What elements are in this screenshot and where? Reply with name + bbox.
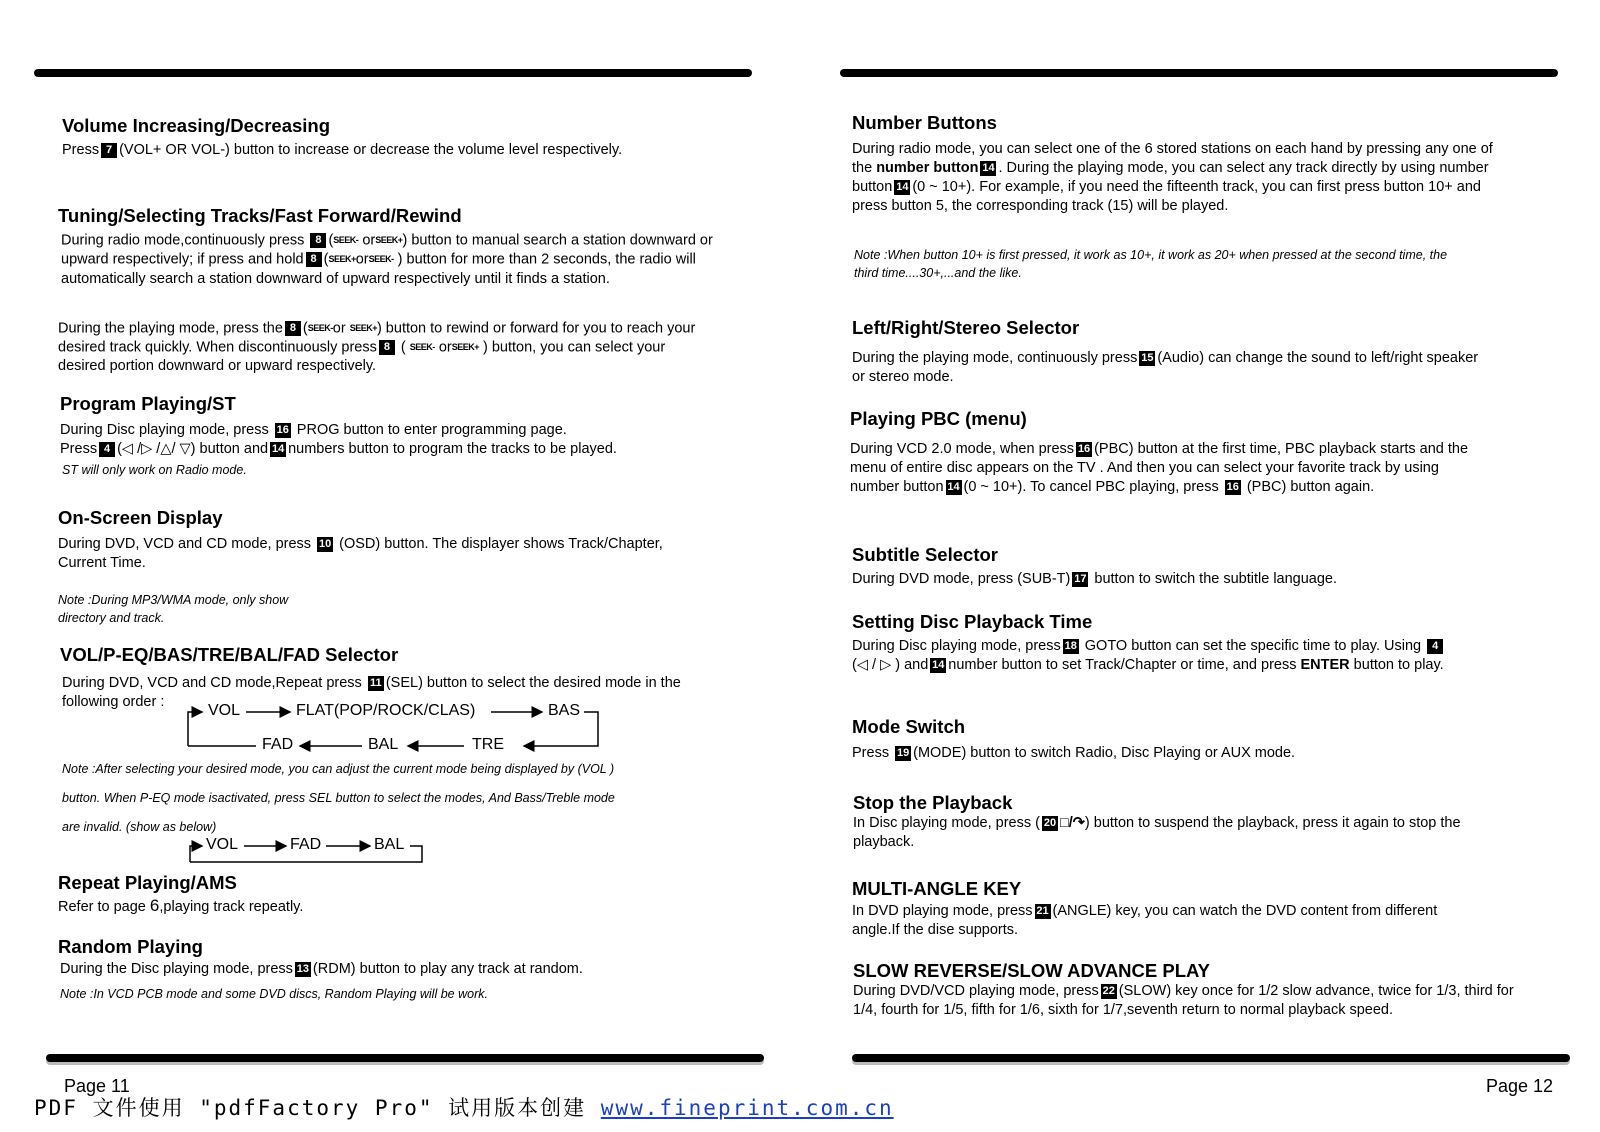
section-text: In DVD playing mode, press 21 (ANGLE) key, you can watch the DVD content from different angle.If the dise supports. [852, 903, 1438, 938]
section-title: Subtitle Selector [852, 544, 998, 565]
section-text: Press 7 (VOL+ OR VOL-) button to increase or decrease the volume level respectively. [62, 142, 623, 158]
slow-section [853, 960, 1553, 1020]
repeat-section [58, 872, 758, 917]
key-badge: 14 [932, 658, 945, 671]
peq-order-diagram [188, 836, 428, 866]
key-badge: 14 [271, 442, 285, 455]
section-title: Repeat Playing/AMS [58, 872, 237, 893]
key-badge: 15 [1141, 351, 1154, 364]
section-title: MULTI-ANGLE KEY [852, 878, 1022, 899]
section-title: Program Playing/ST [60, 393, 236, 414]
section-title: SLOW REVERSE/SLOW ADVANCE PLAY [853, 960, 1211, 981]
seek-next-icon: SEEK+ [451, 341, 479, 352]
random-section [58, 936, 758, 1003]
section-title: Tuning/Selecting Tracks/Fast Forward/Rewind [58, 205, 462, 226]
page-number-left: Page 11 [64, 1076, 130, 1096]
flow-bal: BAL [368, 736, 399, 753]
section-note: Note :During MP3/WMA mode, only show directory and track. [58, 593, 289, 625]
key-badge: 21 [1036, 904, 1049, 917]
seek-prev-icon: SEEK- [409, 341, 435, 352]
section-note: Note :After selecting your desired mode, you can adjust the current mode being displayed by (VOL ) [62, 762, 615, 776]
key-badge: 4 [99, 442, 115, 457]
section-text: During the Disc playing mode, press 13 (RDM) button to play any track at random. [60, 961, 583, 977]
section-note: are invalid. (show as below) [62, 820, 217, 834]
flow-bal: BAL [374, 836, 405, 853]
section-note: ST will only work on Radio mode. [62, 463, 247, 477]
key-badge: 14 [896, 180, 909, 193]
flow-bas: BAS [548, 702, 581, 719]
volume-section [62, 115, 752, 160]
key-badge: 4 [1427, 639, 1443, 654]
program-section [60, 393, 760, 479]
section-note: Note :When button 10+ is first pressed, it work as 10+, it work as 20+ when pressed at the second time, the third time....30+,...and the like. [854, 248, 1448, 280]
flow-fad: FAD [290, 836, 322, 853]
key-badge: 11 [368, 676, 384, 691]
bottom-rule-left [46, 1054, 764, 1062]
section-text: In Disc playing mode, press ( 20 □/↷) button to suspend the playback, press it again to stop the playback. [853, 815, 1461, 850]
section-text: During radio mode,continuously press 8 (SEEK- orSEEK+) button to manual search a station downward or upward respectively; if press and hold 8 (SEEK+orSEEK- ) button for more than 2 seconds, the radio will automatically search a station downward of upward respectively until it finds a station. [61, 232, 713, 287]
key-badge: 10 [318, 537, 332, 550]
section-title: On-Screen Display [58, 507, 223, 528]
angle-section [852, 878, 1552, 940]
key-badge: 16 [276, 423, 289, 436]
mode-section [852, 716, 1552, 763]
key-badge: 22 [1102, 984, 1115, 997]
section-title: VOL/P-EQ/BAS/TRE/BAL/FAD Selector [60, 644, 399, 665]
stop-section [853, 792, 1553, 852]
seek-next-icon: SEEK+ [349, 322, 377, 333]
flow-vol: VOL [206, 836, 239, 853]
seek-prev-icon: SEEK- [333, 235, 359, 245]
key-badge: 13 [296, 962, 310, 975]
section-text: During the playing mode, press the 8 (SEEK-or SEEK+) button to rewind or forward for you to reach your desired track quickly. When discontinuously press 8 ( SEEK- orSEEK+ ) button, you can select your desired portion downward or upward respectively. [58, 319, 696, 375]
section-text: During DVD/VCD playing mode, press 22 (SLOW) key once for 1/2 slow advance, twice for 1/3, third for 1/4, fourth for 1/5, fifth for 1/6, sixth for 1/7,seventh return to normal playback speed. [853, 983, 1514, 1018]
key-badge: 14 [982, 161, 995, 174]
key-badge: 7 [101, 143, 117, 158]
pbc-section [850, 408, 1550, 497]
flow-vol: VOL [208, 702, 241, 719]
section-text: During VCD 2.0 mode, when press 16 (PBC) button at the first time, PBC playback starts and the menu of entire disc appears on the TV . And then you can select your favorite track by using number button 14 (0 ~ 10+). To cancel PBC playing, press 16 (PBC) button again. [850, 441, 1469, 495]
key-badge: 8 [285, 321, 301, 336]
top-rule-right [840, 69, 1558, 77]
key-badge: 14 [947, 480, 960, 493]
key-badge: 19 [896, 746, 910, 759]
section-text: During DVD, VCD and CD mode, press 10 (OSD) button. The displayer shows Track/Chapter, Current Time. [58, 536, 663, 571]
key-badge: 8 [310, 233, 326, 248]
section-title: Playing PBC (menu) [850, 408, 1027, 429]
key-badge: 8 [379, 340, 395, 355]
section-title: Number Buttons [852, 112, 997, 133]
section-text: Press 19 (MODE) button to switch Radio, Disc Playing or AUX mode. [852, 745, 1296, 761]
selector-notes [62, 760, 762, 836]
key-badge: 16 [1077, 442, 1091, 455]
flow-tre: TRE [472, 736, 504, 753]
bottom-rule-right [852, 1054, 1570, 1062]
tuning-section [58, 205, 758, 376]
section-title: Random Playing [58, 936, 203, 957]
key-badge: 16 [1226, 480, 1239, 493]
time-section [852, 611, 1552, 675]
seek-prev-icon: SEEK- [307, 322, 333, 333]
footer-link[interactable]: www.fineprint.com.cn [600, 1096, 894, 1120]
page-number-right: Page 12 [1486, 1076, 1554, 1096]
footer-text: PDF 文件使用 "pdfFactory Pro" 试用版本创建 [34, 1096, 601, 1120]
section-text: During DVD, VCD and CD mode,Repeat press 11 (SEL) button to select the desired mode in the following order : [62, 675, 681, 710]
key-badge: 8 [306, 252, 322, 267]
top-rule-left [34, 69, 752, 77]
section-title: Setting Disc Playback Time [852, 611, 1093, 632]
section-text: During the playing mode, continuously press 15 (Audio) can change the sound to left/right speaker or stereo mode. [852, 350, 1479, 385]
section-title: Stop the Playback [853, 792, 1013, 813]
seek-prev-icon: SEEK- [368, 254, 394, 265]
section-title: Left/Right/Stereo Selector [852, 317, 1080, 338]
section-note: button. When P-EQ mode isactivated, press SEL button to select the modes, And Bass/Treble mode [62, 791, 615, 805]
section-text: During DVD mode, press (SUB-T) 17 button to switch the subtitle language. [852, 571, 1338, 587]
sel-order-diagram [186, 700, 616, 754]
section-text: During radio mode, you can select one of the 6 stored stations on each hand by pressing any one of the number button 14 . During the playing mode, you can select any track directly by using number button 14 (0 ~ 10+). For example, if you need the fifteenth track, you can first press button 10+ and press button 5, the corresponding track (15) will be played. [852, 141, 1493, 214]
seek-next-icon: SEEK+ [375, 235, 403, 245]
flow-fad: FAD [262, 736, 294, 753]
section-note: Note :In VCD PCB mode and some DVD discs, Random Playing will be work. [60, 987, 488, 1001]
section-title: Mode Switch [852, 716, 966, 737]
section-text: During Disc playing mode, press 16 PROG button to enter programming page. Press 4 (◁ /▷ /△/ ▽) button and 14 numbers button to program the tracks to be played. [60, 422, 617, 457]
key-badge: 17 [1074, 572, 1087, 585]
key-badge: 20 [1043, 816, 1057, 829]
section-text: Refer to page 6,playing track repeatly. [58, 896, 304, 915]
stop-pause-icon: □/↷ [1059, 815, 1085, 831]
section-title: Volume Increasing/Decreasing [62, 115, 331, 136]
flow-flat: FLAT(POP/ROCK/CLAS) [296, 702, 476, 719]
pdf-footer [34, 1092, 894, 1122]
lrs-section [852, 317, 1552, 387]
subtitle-section [852, 544, 1552, 589]
osd-section [58, 507, 758, 627]
seek-next-icon: SEEK+ [328, 254, 356, 265]
key-badge: 18 [1064, 639, 1077, 652]
number-section [852, 112, 1552, 282]
section-text: During Disc playing mode, press 18 GOTO button can set the specific time to play. Using 4 (◁ / ▷ ) and 14 number button to set Track/Chapter or time, and press ENTER button to play. [852, 638, 1444, 673]
